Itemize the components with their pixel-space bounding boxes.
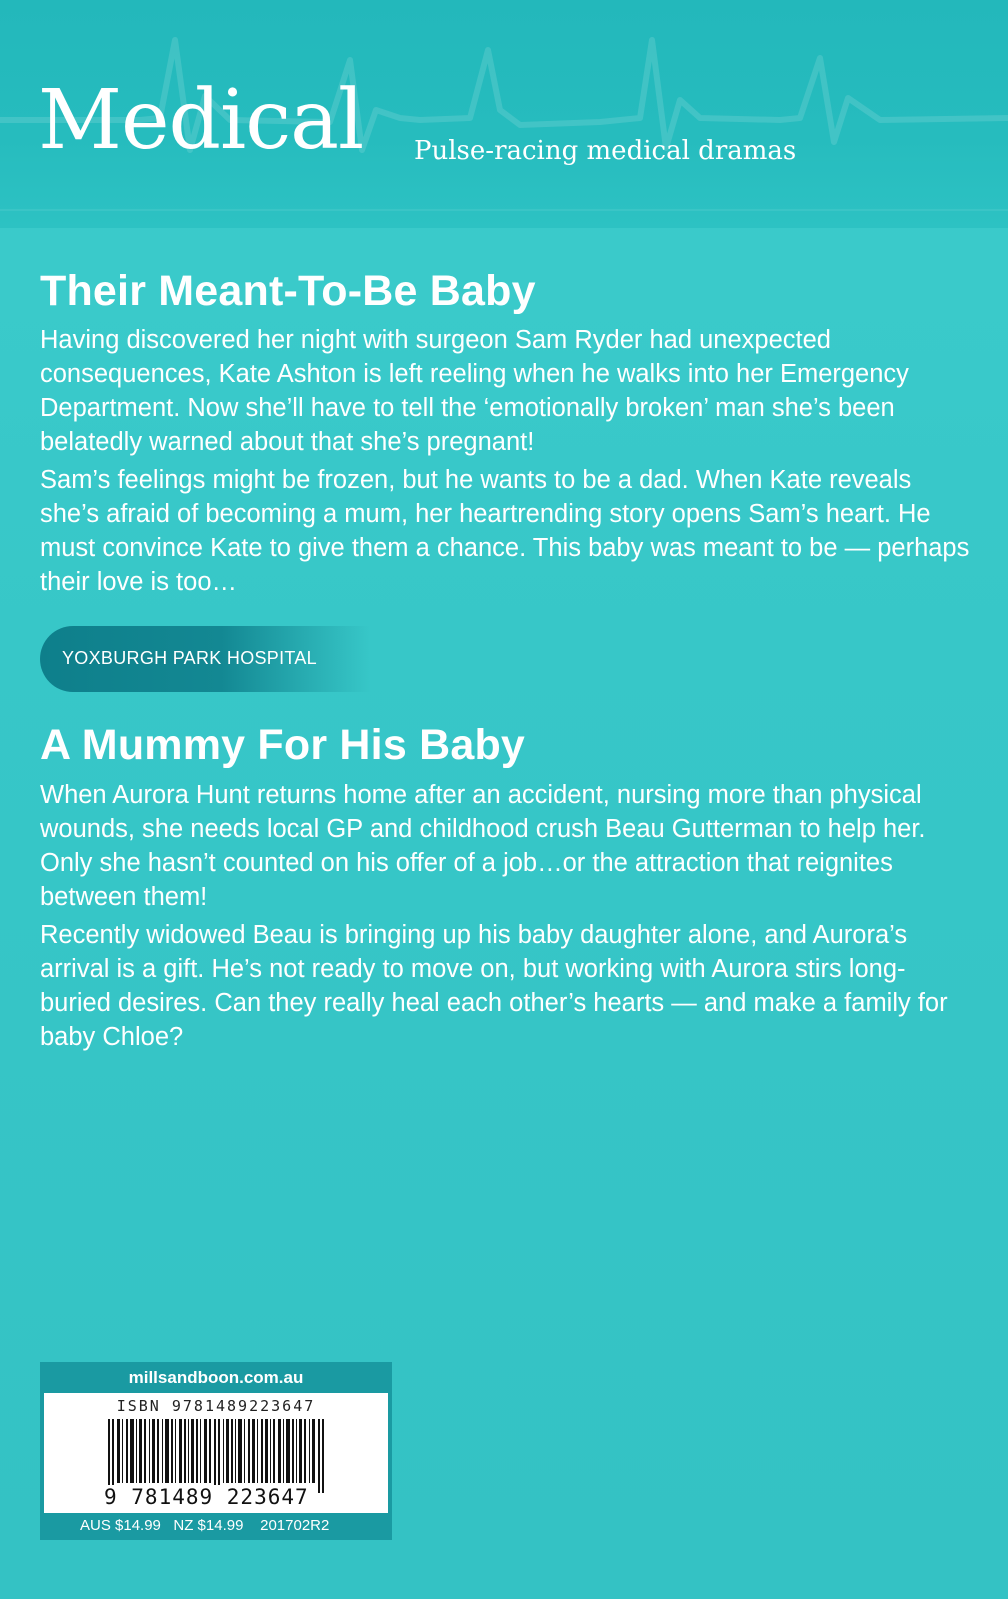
isbn-digits: 9 781489 223647 (104, 1485, 309, 1509)
price-line: AUS $14.99 NZ $14.99 201702R2 (80, 1517, 330, 1534)
barcode-panel (40, 1362, 392, 1540)
series-tag-label: YOXBURGH PARK HOSPITAL (62, 648, 317, 668)
book1-blurb-paragraph-2: Sam’s feelings might be frozen, but he wants to be a dad. When Kate reveals she’s afraid of becoming a mum, her heartrending story opens Sam’s heart. He must convince Kate to give them a chance. This baby was meant to be — perhaps their love is too… (40, 466, 970, 596)
header-band (0, 0, 1008, 228)
book2-blurb-paragraph-2: Recently widowed Beau is bringing up his baby daughter alone, and Aurora’s arrival is a gift. He’s not ready to move on, but working with Aurora stirs long-buried desires. Can they really heal each other’s hearts — and make a family for baby Chloe? (40, 921, 948, 1051)
barcode-icon (108, 1419, 328, 1493)
book2-blurb-paragraph-1: When Aurora Hunt returns home after an accident, nursing more than physical wounds, she needs local GP and childhood crush Beau Gutterman to help her. Only she hasn’t counted on his offer of a job…or the attraction that reignites between them! (40, 781, 926, 911)
series-tag (40, 626, 370, 692)
brand-title: Medical (38, 73, 364, 168)
website-url: millsandboon.com.au (128, 1368, 304, 1387)
barcode-area (44, 1393, 388, 1513)
isbn-label: ISBN 9781489223647 (116, 1397, 316, 1415)
book1-title: Their Meant-To-Be Baby (40, 267, 536, 315)
book2-title: A Mummy For His Baby (40, 721, 526, 769)
brand-tagline: Pulse-racing medical dramas (414, 136, 797, 166)
book1-blurb-paragraph-1: Having discovered her night with surgeon Sam Ryder had unexpected consequences, Kate Ashton is left reeling when he walks into her Emergency Department. Now she’ll have to tell the ‘emotionally broken’ man she’s been belatedly warned about that she’s pregnant! (40, 326, 909, 456)
